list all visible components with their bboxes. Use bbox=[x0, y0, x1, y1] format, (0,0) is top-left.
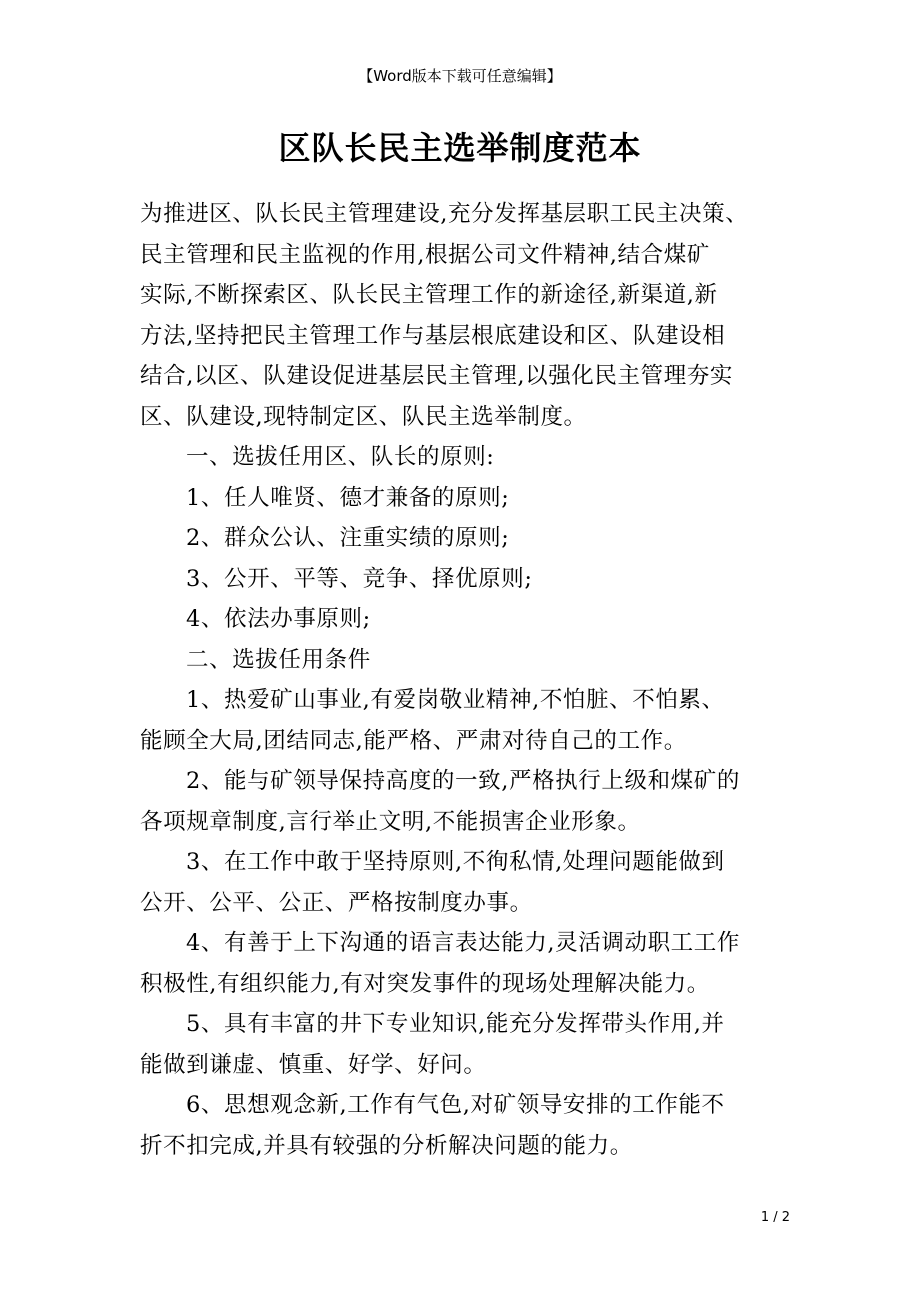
text-line: 能顾全大局,团结同志,能严格、严肃对待自己的工作。 bbox=[140, 727, 687, 754]
text-line: 一、选拔任用区、队长的原则: bbox=[186, 444, 495, 470]
text-line: 各项规章制度,言行举止文明,不能损害企业形象。 bbox=[140, 808, 641, 835]
text-line: 3、公开、平等、竞争、择优原则; bbox=[186, 565, 533, 592]
text-line: 方法,坚持把民主管理工作与基层根底建设和区、队建设相 bbox=[140, 322, 726, 349]
text-line: 4、依法办事原则; bbox=[186, 606, 371, 632]
text-line: 区、队建设,现特制定区、队民主选举制度。 bbox=[140, 403, 587, 430]
text-line: 能做到谦虚、慎重、好学、好问。 bbox=[140, 1051, 487, 1078]
text-line: 公开、公平、公正、严格按制度办事。 bbox=[140, 889, 533, 916]
text-line: 2、群众公认、注重实绩的原则; bbox=[186, 525, 510, 551]
text-line: 1、任人唯贤、德才兼备的原则; bbox=[186, 484, 510, 511]
text-line: 二、选拔任用条件 bbox=[186, 646, 371, 673]
text-line: 实际,不断探索区、队长民主管理工作的新途径,新渠道,新 bbox=[140, 282, 718, 308]
text-line: 6、思想观念新,工作有气色,对矿领导安排的工作能不 bbox=[186, 1092, 725, 1118]
text-line: 折不扣完成,并具有较强的分析解决问题的能力。 bbox=[140, 1132, 633, 1159]
text-line: 3、在工作中敢于坚持原则,不徇私情,处理问题能做到 bbox=[186, 849, 725, 875]
document-body bbox=[140, 194, 785, 1166]
text-line: 5、具有丰富的井下专业知识,能充分发挥带头作用,并 bbox=[186, 1011, 725, 1037]
download-note: 【Word版本下载可任意编辑】 bbox=[358, 67, 562, 85]
text-line: 1、热爱矿山事业,有爱岗敬业精神,不怕脏、不怕累、 bbox=[186, 687, 725, 713]
document-title: 区队长民主选举制度范本 bbox=[278, 129, 642, 167]
text-line: 积极性,有组织能力,有对突发事件的现场处理解决能力。 bbox=[140, 970, 710, 997]
text-line: 2、能与矿领导保持高度的一致,严格执行上级和煤矿的 bbox=[186, 768, 740, 794]
text-line: 4、有善于上下沟通的语言表达能力,灵活调动职工工作 bbox=[186, 930, 740, 956]
page-number: 1 / 2 bbox=[760, 1210, 790, 1225]
text-line: 结合,以区、队建设促进基层民主管理,以强化民主管理夯实 bbox=[140, 363, 734, 389]
text-line: 为推进区、队长民主管理建设,充分发挥基层职工民主决策、 bbox=[140, 201, 749, 227]
text-line: 民主管理和民主监视的作用,根据公司文件精神,结合煤矿 bbox=[140, 241, 710, 268]
